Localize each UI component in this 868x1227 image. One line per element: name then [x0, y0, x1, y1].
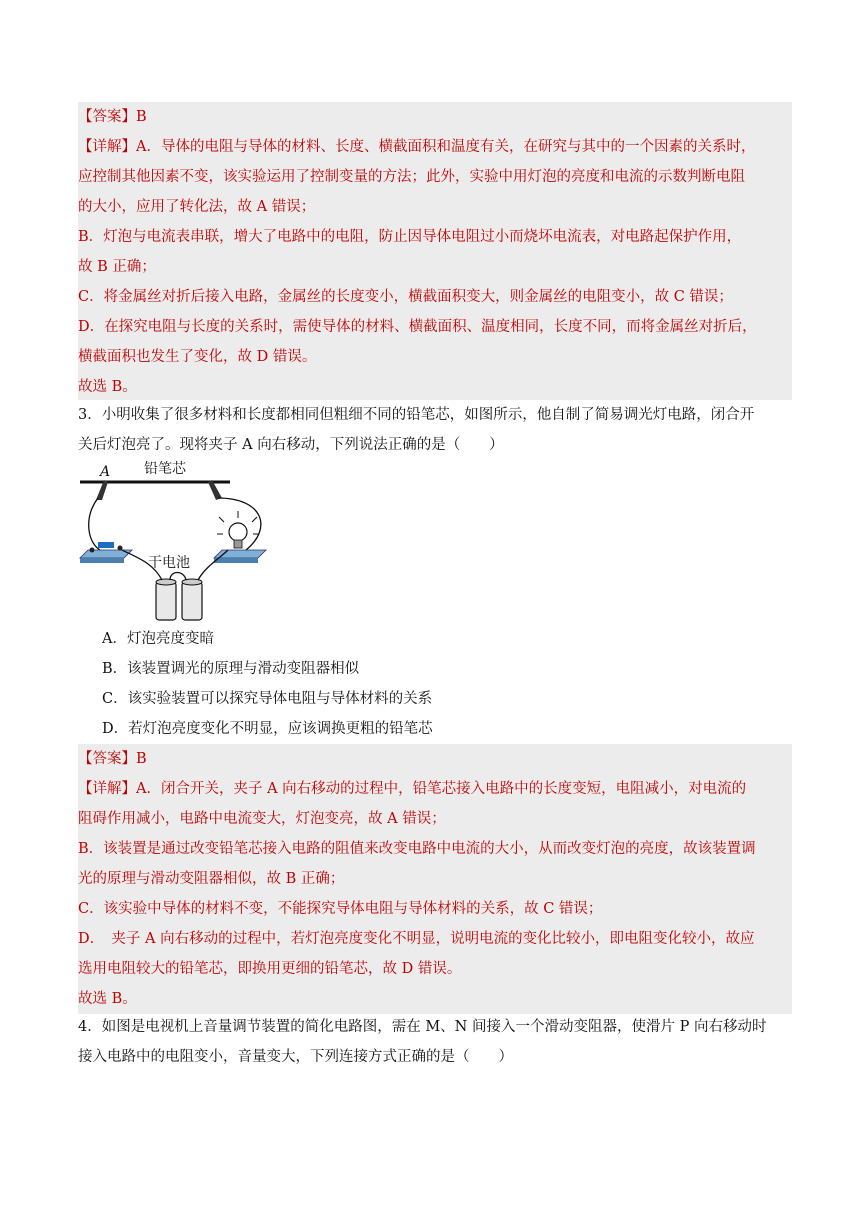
- conclusion-line: 故选 B。: [78, 991, 137, 1007]
- detail-line: [78, 132, 792, 162]
- answer-line: [78, 744, 792, 774]
- terminal: [90, 548, 95, 553]
- detail-line: C．该实验中导体的材料不变，不能探究导体电阻与导体材料的关系，故 C 错误；: [78, 901, 603, 917]
- detail-line: B．灯泡与电流表串联，增大了电路中的电阻，防止因导体电阻过小而烧坏电流表，对电路起保护作用，: [78, 229, 742, 245]
- question-3-line: 关后灯泡亮了。现将夹子 A 向右移动，下列说法正确的是（ ）: [78, 437, 504, 453]
- detail-line: C．将金属丝对折后接入电路，金属丝的长度变小，横截面积变大，则金属丝的电阻变小，故 C 错误；: [78, 289, 733, 305]
- pencil-lead-label: 铅笔芯: [144, 461, 186, 477]
- switch-base-edge: [80, 558, 124, 563]
- question-4-line: 接入电路中的电阻变小，音量变大，下列连接方式正确的是（ ）: [78, 1049, 513, 1065]
- circuit-figure: [78, 458, 278, 626]
- detail-line: 故 B 正确；: [78, 259, 156, 275]
- answer-tag: 【答案】: [78, 109, 136, 125]
- option-d: D．若灯泡亮度变化不明显，应该调换更粗的铅笔芯: [102, 721, 433, 737]
- bulb-base-edge: [214, 558, 258, 563]
- battery-icon: [156, 582, 176, 620]
- bulb-icon: [229, 523, 247, 541]
- detail-line: 阻碍作用减小，电路中电流变大，灯泡变亮，故 A 错误；: [78, 811, 446, 827]
- option-a: A．灯泡亮度变暗: [102, 631, 214, 647]
- battery-icon: [182, 582, 202, 620]
- detail-line: 横截面积也发生了变化，故 D 错误。: [78, 349, 317, 365]
- wire: [170, 573, 186, 581]
- clip-a-label: A: [100, 464, 111, 480]
- detail-line: 的大小，应用了转化法，故 A 错误；: [78, 199, 316, 215]
- bulb-base: [214, 550, 266, 558]
- switch-icon: [98, 542, 114, 548]
- answer-value: B: [136, 109, 147, 125]
- conclusion-line: 故选 B。: [78, 379, 137, 395]
- detail-text: A．闭合开关，夹子 A 向右移动的过程中，铅笔芯接入电路中的长度变短，电阻减小，对电流的: [136, 781, 747, 797]
- detail-line: D． 夹子 A 向右移动的过程中，若灯泡亮度变化不明显，说明电流的变化比较小，即电阻变化较小，故应: [78, 931, 755, 947]
- question-3-line: 3．小明收集了很多材料和长度都相同但粗细不同的铅笔芯，如图所示，他自制了简易调光灯电路，闭合开: [78, 407, 755, 423]
- detail-line: [78, 774, 792, 804]
- bulb-socket: [234, 540, 242, 548]
- detail-line: 应控制其他因素不变，该实验运用了控制变量的方法；此外，实验中用灯泡的亮度和电流的示数判断电阻: [78, 169, 745, 185]
- detail-line: B．该装置是通过改变铅笔芯接入电路的阻值来改变电路中电流的大小，从而改变灯泡的亮度，故该装置调: [78, 841, 756, 857]
- answer-tag: 【答案】: [78, 751, 136, 767]
- terminal: [118, 546, 123, 551]
- answer-value: B: [136, 751, 147, 767]
- circuit-diagram: [78, 458, 278, 626]
- detail-line: 光的原理与滑动变阻器相似，故 B 正确；: [78, 871, 345, 887]
- option-b: B．该装置调光的原理与滑动变阻器相似: [102, 661, 360, 677]
- question-4-line: 4．如图是电视机上音量调节装置的简化电路图，需在 M、N 间接入一个滑动变阻器，使滑片 P 向右移动时: [78, 1019, 767, 1035]
- detail-line: 选用电阻较大的铅笔芯，即换用更细的铅笔芯，故 D 错误。: [78, 961, 462, 977]
- answer-line: [78, 102, 792, 132]
- wire: [198, 550, 228, 580]
- battery-top: [156, 579, 176, 585]
- detail-tag: 【详解】: [78, 781, 136, 797]
- detail-line: D．在探究电阻与长度的关系时，需使导体的材料、横截面积、温度相同，长度不同，而将金属丝对折后，: [78, 319, 757, 335]
- battery-label: 干电池: [148, 555, 190, 571]
- detail-tag: 【详解】: [78, 139, 136, 155]
- battery-top: [182, 579, 202, 585]
- option-c: C．该实验装置可以探究导体电阻与导体材料的关系: [102, 691, 433, 707]
- detail-text: A．导体的电阻与导体的材料、长度、横截面积和温度有关，在研究与其中的一个因素的关系时，: [136, 139, 756, 155]
